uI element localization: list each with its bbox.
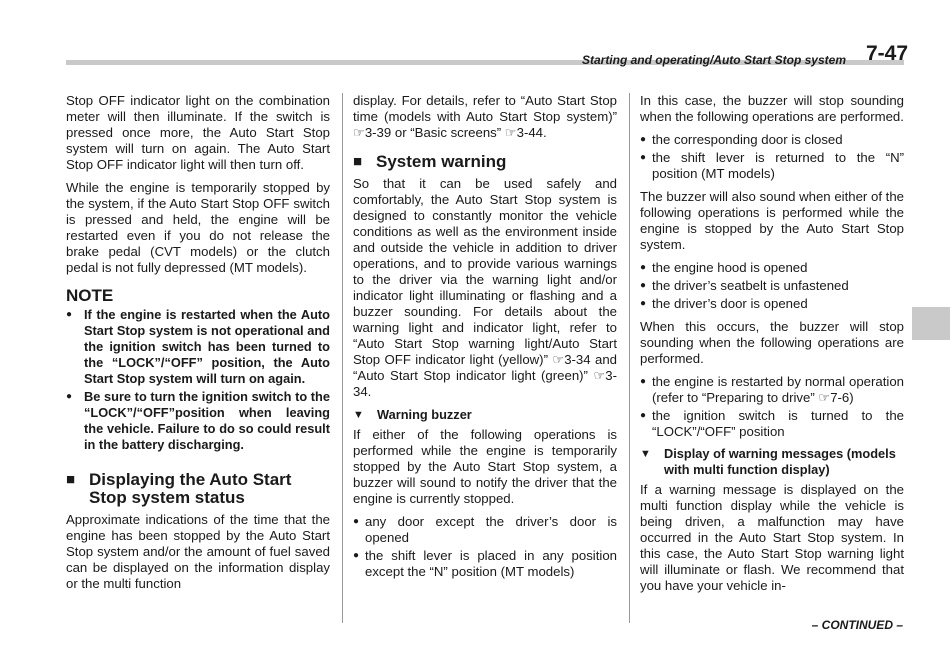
note-title: NOTE	[66, 286, 114, 305]
square-icon: ■	[66, 471, 76, 488]
subsection-heading: ▼ Display of warning messages (models with multi function display)	[640, 446, 896, 477]
list-item: ● the ignition switch is turned to the “LOCK”/“OFF” position	[640, 408, 904, 439]
bullet-icon: ●	[640, 410, 647, 421]
list-item: ● the shift lever is returned to the “N” position (MT models)	[640, 150, 904, 181]
column-divider	[629, 93, 630, 623]
bullet-icon: ●	[353, 516, 360, 527]
column-2	[353, 93, 617, 582]
list-item: ● the engine is restarted by normal operation (refer to “Preparing to drive” ☞7-6)	[640, 374, 904, 405]
bullet-icon: ●	[640, 376, 647, 387]
bullet-icon: ●	[640, 280, 647, 291]
paragraph: So that it can be used safely and comfortably, the Auto Start Stop system is designed to constantly monitor the vehicle conditions as well as the environment inside and outside the vehicle in addition to driver operations, and to provide various warnings to the driver via the warning light and/or indicator light illuminating or flashing and a buzzer sounding. For details about the warning light and indicator light, refer to “Auto Start Stop warning light/Auto Start Stop OFF indicator light (yellow)” ☞3-34 and “Auto Start Stop indicator light (green)” ☞3-34.	[353, 176, 617, 399]
list-item: ● the driver’s door is opened	[640, 296, 808, 311]
paragraph: When this occurs, the buzzer will stop sounding when the following operations are performed.	[640, 319, 904, 366]
header-title: Starting and operating/Auto Start Stop system	[581, 53, 846, 67]
note-item: ● If the engine is restarted when the Auto Start Stop system is not operational and the ignition switch has been turned to the “LOCK”/“OFF” position, the Auto Start Stop system will turn on again.	[66, 307, 330, 386]
section-heading: ■ Displaying the Auto Start Stop system status	[66, 470, 292, 507]
bullet-icon: ●	[640, 152, 647, 163]
bullet-icon: ●	[66, 391, 73, 402]
list-item: ● the driver’s seatbelt is unfastened	[640, 278, 849, 293]
chapter-tab	[912, 307, 950, 340]
triangle-down-icon: ▼	[640, 448, 651, 460]
bullet-icon: ●	[640, 298, 647, 309]
section-heading: ■ System warning	[353, 152, 507, 171]
bullet-icon: ●	[66, 309, 73, 320]
page-number: 7-47	[866, 42, 909, 65]
column-3	[640, 93, 904, 601]
list-item: ● the shift lever is placed in any position except the “N” position (MT models)	[353, 548, 617, 579]
list-item: ● the engine hood is opened	[640, 260, 808, 275]
bullet-icon: ●	[640, 262, 647, 273]
column-1	[66, 93, 330, 599]
paragraph: While the engine is temporarily stopped by the system, if the Auto Start Stop OFF switch is pressed and held, the engine will be restarted even if you do not release the brake pedal (CVT models) or the clutch pedal is not fully depressed (MT models).	[66, 180, 330, 275]
list-item: ● any door except the driver’s door is opened	[353, 514, 617, 545]
paragraph: The buzzer will also sound when either of the following operations is performed while the engine is stopped by the Auto Start Stop system.	[640, 189, 904, 252]
subsection-heading: ▼ Warning buzzer	[353, 407, 472, 422]
paragraph: If either of the following operations is performed while the engine is temporarily stopped by the Auto Start Stop system, a buzzer will sound to notify the driver that the engine is currently stopped.	[353, 427, 617, 506]
bullet-icon: ●	[640, 134, 647, 145]
paragraph: In this case, the buzzer will stop sounding when the following operations are performed.	[640, 93, 904, 124]
list-item: ● the corresponding door is closed	[640, 132, 843, 147]
column-divider	[342, 93, 343, 623]
paragraph: Stop OFF indicator light on the combination meter will then illuminate. If the switch is pressed once more, the Auto Start Stop system will turn on again. The Auto Start Stop OFF indicator light will then turn off.	[66, 93, 330, 172]
paragraph: Approximate indications of the time that the engine has been stopped by the Auto Start Stop system and/or the amount of fuel saved can be displayed on the information display or the multi function	[66, 512, 330, 591]
square-icon: ■	[353, 153, 363, 170]
paragraph: If a warning message is displayed on the multi function display while the vehicle is being driven, a malfunction may have occurred in the Auto Start Stop system. In this case, the Auto Start Stop warning light will illuminate or flash. We recommend that you have your vehicle in-	[640, 482, 904, 593]
bullet-icon: ●	[353, 550, 360, 561]
note-item: ● Be sure to turn the ignition switch to the “LOCK”/“OFF”position when leaving the vehicle. Failure to do so could result in the battery discharging.	[66, 389, 330, 452]
continued-label: – CONTINUED –	[811, 618, 903, 632]
paragraph: display. For details, refer to “Auto Start Stop time (models with Auto Start Stop system)” ☞3-39 or “Basic screens” ☞3-44.	[353, 93, 617, 140]
triangle-down-icon: ▼	[353, 409, 364, 421]
